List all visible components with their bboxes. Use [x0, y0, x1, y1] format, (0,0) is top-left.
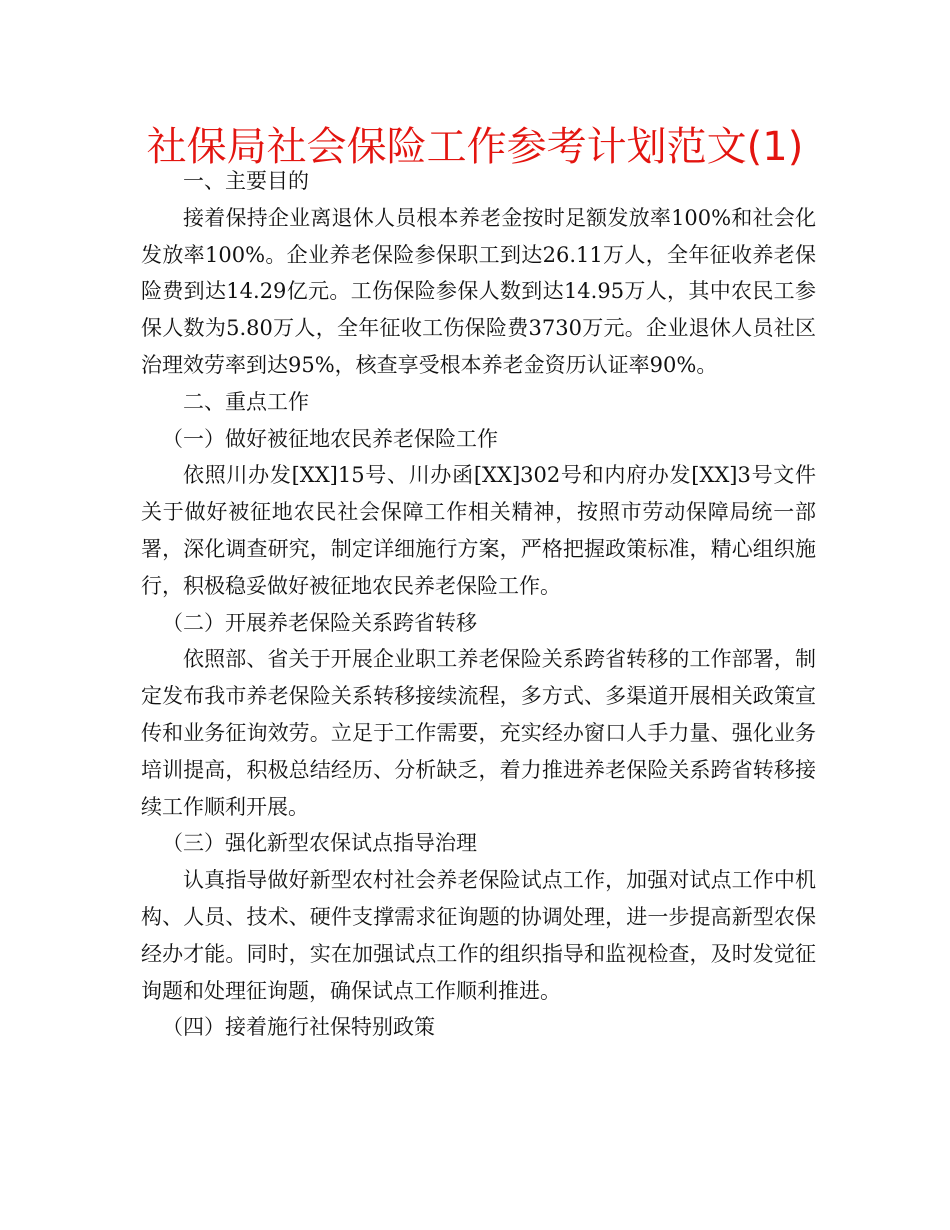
paragraph: 认真指导做好新型农村社会养老保险试点工作，加强对试点工作中机构、人员、技术、硬件支撑需求征询题的协调处理，进一步提高新型农保经办才能。同时，实在加强试点工作的组织指导和监视检查，及时发觉征询题和处理征询题，确保试点工作顺利推进。	[141, 868, 816, 1003]
paragraph: 依照部、省关于开展企业职工养老保险关系跨省转移的工作部署，制定发布我市养老保险关系转移接续流程，多方式、多渠道开展相关政策宣传和业务征询效劳。立足于工作需要，充实经办窗口人手力量、强化业务培训提高，积极总结经历、分析缺乏，着力推进养老保险关系跨省转移接续工作顺利开展。	[141, 647, 816, 819]
section-heading: 二、重点工作	[183, 389, 309, 414]
subsection-heading: （四）接着施行社保特别政策	[162, 1015, 435, 1040]
paragraph: 接着保持企业离退休人员根本养老金按时足额发放率100%和社会化发放率100%。企业养老保险参保职工到达26.11万人，全年征收养老保险费到达14.29亿元。工伤保险参保人数到达14.95万人，其中农民工参保人数为5.80万人，全年征收工伤保险费3730万元。企业退休人员社区治理效劳率到达95%，核查享受根本养老金资历认证率90%。	[141, 205, 816, 377]
subsection-heading: （一）做好被征地农民养老保险工作	[162, 426, 498, 451]
document-title: 社保局社会保险工作参考计划范文(1)	[146, 124, 804, 170]
document-body	[141, 163, 816, 1046]
subsection-heading: （三）强化新型农保试点指导治理	[162, 831, 477, 856]
paragraph: 依照川办发[XX]15号、川办函[XX]302号和内府办发[XX]3号文件关于做好被征地农民社会保障工作相关精神，按照市劳动保障局统一部署，深化调查研究，制定详细施行方案，严格把握政策标准，精心组织施行，积极稳妥做好被征地农民养老保险工作。	[141, 463, 816, 598]
subsection-heading: （二）开展养老保险关系跨省转移	[162, 610, 477, 635]
section-heading: 一、主要目的	[183, 169, 309, 193]
